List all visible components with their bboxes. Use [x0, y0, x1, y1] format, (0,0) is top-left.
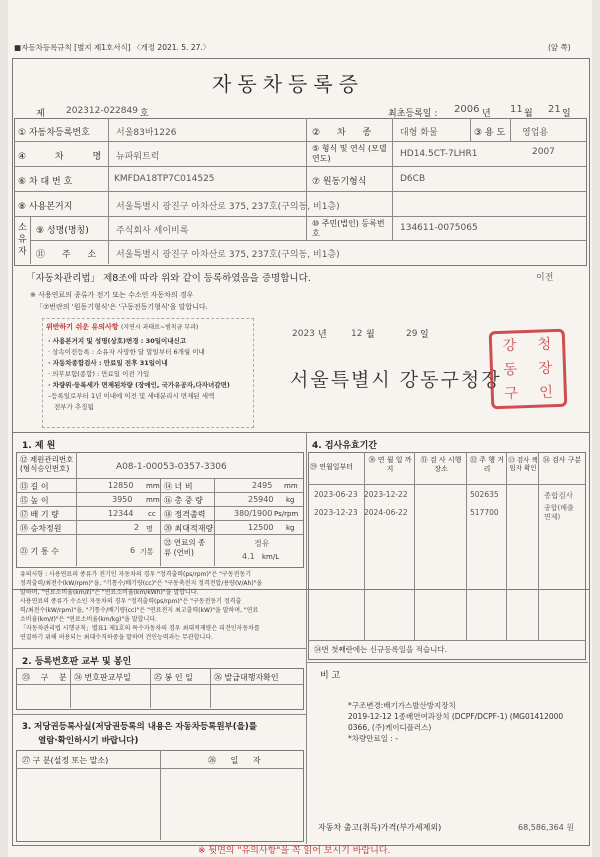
- caution-2: · 상속이전등록 : 소유자 사망한 달 말일부터 6개월 이내: [48, 348, 205, 356]
- plate-col-seal-date: ㉕ 봉 인 일: [154, 673, 193, 682]
- length-value: 12850: [108, 481, 134, 490]
- caution-title-text: 위반하기 쉬운 유의사항: [46, 323, 119, 331]
- vin-label: ⑥ 차 대 번 호: [18, 177, 73, 187]
- max-load-value: 12500: [248, 523, 274, 532]
- height-value: 3950: [112, 495, 133, 504]
- remarks-line-1: *구조변경:배기가스발산방지장치: [348, 701, 456, 710]
- issuing-office: 서울특별시 강동구청장: [290, 369, 502, 391]
- displacement-unit: cc: [148, 510, 156, 518]
- caution-1: · 사용본거지 및 성명(상호)변경 : 30일이내신고: [48, 337, 187, 345]
- width-unit: mm: [284, 482, 298, 490]
- registration-certificate: [8, 0, 592, 857]
- seal-char-2: 동: [503, 361, 518, 379]
- spec-note-3: 말하며, "연료소비율(km/ℓ)"은 "연료소비율(km/kWh)"을 말합니다.: [20, 589, 199, 596]
- max-load-label: ⑳ 최대적재량: [164, 524, 214, 533]
- issue-month-unit: 월: [366, 330, 375, 340]
- rated-output-unit: Ps/rpm: [274, 510, 299, 518]
- usage-label: ③ 용 도: [474, 128, 506, 138]
- certification-statement: 「자동차관리법」 제8조에 따라 위와 같이 등록하였음을 증명합니다.: [26, 273, 311, 284]
- caution-7: 전부가 추징됨: [54, 403, 94, 411]
- document-title: 자동차등록증: [212, 72, 364, 96]
- caution-6: –등록일로부터 1년 이내에 이전 및 세대분리시 면제된 세액: [48, 392, 215, 400]
- remarks-line-4: *차량만료일 : -: [348, 734, 398, 743]
- seating-unit: 명: [146, 525, 153, 533]
- fuel-value: 경유: [254, 539, 270, 548]
- insp-row2-from: 2023-12-23: [314, 508, 358, 517]
- length-unit: mm: [146, 482, 160, 490]
- cylinders-unit: 기통: [140, 548, 154, 556]
- remarks-line-3: 0366, (주)케이디플러스): [348, 723, 432, 732]
- plate-col-issue-date: ㉔ 번호판교부일: [74, 673, 131, 682]
- insp-row1-to: 2023-12-22: [364, 490, 408, 499]
- lien-col-date: ㉘ 일 자: [208, 756, 261, 765]
- insp-col-kind: ㉞ 검사 구분: [542, 456, 582, 464]
- first-reg-day-unit: 일: [562, 109, 571, 119]
- insp-row1-kind: 종합검사: [544, 491, 573, 500]
- insp-col-inspector: ㉝ 검사 책임자 확인: [508, 456, 538, 472]
- gross-weight-unit: kg: [286, 496, 295, 504]
- issue-day-unit: 일: [420, 330, 429, 340]
- owner-address-value: 서울특별시 광진구 아차산로 375, 237호(구의동, 비1층): [116, 250, 340, 260]
- owner-name-label: ⑨ 성명(명칭): [36, 226, 89, 236]
- gross-weight-label: ⑯ 총 중 량: [164, 496, 203, 505]
- seal-char-6: 인: [539, 383, 554, 401]
- cert-no-suffix: 호: [140, 109, 149, 119]
- length-label: ⑬ 길 이: [20, 482, 49, 491]
- official-seal: [489, 329, 568, 410]
- engine-type-label: ⑦ 원동기형식: [312, 177, 367, 187]
- issue-month: 12: [351, 329, 363, 339]
- first-reg-month: 11: [510, 104, 523, 115]
- displacement-value: 12344: [108, 509, 134, 518]
- spec-note-1: 유의사항 : 사용연료의 종류가 전기인 자동차의 경우 "정격출력(ps/rpm)"은 "구동전동기: [20, 571, 251, 578]
- spec-note-5: 력/최전수(kW/rpm)"을, "기통수/배기량(cc)"은 "연료전지 최고출력(kW)"을 말하며, "연료: [20, 607, 259, 614]
- owner-name-value: 주식회사 세이비록: [116, 226, 189, 236]
- seal-char-1: 강: [502, 337, 517, 355]
- regulation-header: ■자동차등록규칙 [별지 제1호서식] 〈개정 2021. 5. 27.〉: [14, 43, 211, 52]
- insp-row2-mileage: 517700: [470, 508, 499, 517]
- issue-day: 29: [406, 329, 418, 339]
- reg-no-label: ① 자동차등록번호: [18, 128, 90, 138]
- footer-notice: ※ 뒷면의 "유의사항"을 꼭 읽어 보시기 바랍니다.: [198, 846, 391, 856]
- insp-note: ㉞번 첫째란에는 신규등록일을 적습니다.: [314, 645, 447, 654]
- spec-note-2: 정격출력/최전수(kW/rpm)"을, "기통수/배기량(cc)"은 "구동축전지 정격전압/용량(V/Ah)"을: [20, 580, 263, 587]
- owner-side-label: 소유자: [18, 223, 27, 257]
- page-side: (앞 쪽): [548, 43, 571, 52]
- engine-type-value: D6CB: [400, 174, 426, 184]
- usage-value: 영업용: [522, 128, 549, 138]
- seal-char-5: 장: [538, 359, 553, 377]
- model-name-label: ④ 차 명: [18, 152, 102, 162]
- issue-year: 2023: [292, 329, 315, 339]
- model-year-value: 2007: [532, 147, 555, 157]
- insp-col-place: ㉛ 검 사 시행장소: [420, 456, 462, 473]
- reg-no-value: 서울83바1226: [116, 128, 177, 138]
- fuel-note-1: ※ 사용연료의 종류가 전기 또는 수소인 자동차의 경우: [30, 291, 194, 299]
- transfer-note: 이전: [536, 273, 554, 283]
- insp-row1-mileage: 502635: [470, 490, 499, 499]
- lien-heading-2: 열람·확인하시기 바랍니다): [38, 736, 139, 746]
- cert-number: 202312-022849: [66, 106, 138, 116]
- fuel-economy-value: 4.1: [242, 552, 255, 561]
- height-unit: mm: [146, 496, 160, 504]
- type-value: HD14.5CT-7LHR1: [400, 149, 478, 159]
- insp-col-from: ㉙ 연월일부터: [310, 463, 354, 471]
- fuel-economy-unit: km/L: [262, 553, 280, 561]
- spec-heading: 1. 제 원: [22, 441, 56, 451]
- vehicle-type-value: 대형 화물: [400, 128, 438, 138]
- displacement-label: ⑰ 배 기 량: [20, 510, 59, 519]
- plate-heading: 2. 등록번호판 교부 및 봉인: [22, 657, 132, 667]
- insp-row1-from: 2023-06-23: [314, 490, 358, 499]
- spec-note-4: 사용연료의 종류가 수소인 자동차의 경우 "정격출력(ps/rpm)"은 "구동전동기 정격출: [20, 598, 242, 605]
- cylinders-value: 6: [130, 546, 136, 555]
- first-reg-label: 최초등록일 :: [388, 109, 438, 119]
- remarks-line-2: 2019-12-12 1종배연여과장치 (DCPF/DCPF-1) (MG01412000: [348, 712, 564, 721]
- caution-title: [46, 322, 198, 332]
- rated-output-label: ⑱ 정격출력: [164, 510, 206, 519]
- first-reg-month-unit: 월: [524, 109, 533, 119]
- base-address-label: ⑧ 사용본거지: [18, 202, 73, 212]
- rated-output-value: 380/1900: [234, 509, 273, 518]
- spec-mgmt-value: A08-1-00053-0357-3306: [116, 462, 227, 472]
- first-reg-year-unit: 년: [482, 109, 491, 119]
- price-value: 68,586,364 원: [518, 823, 575, 832]
- type-year-label: ⑤ 형식 및 연식 (모델연도): [312, 144, 387, 163]
- model-name-value: 뉴파워트럭: [116, 152, 160, 162]
- plate-col-type: ㉓ 구 분: [22, 673, 67, 682]
- max-load-unit: kg: [286, 524, 295, 532]
- seating-value: 2: [134, 523, 140, 532]
- fuel-note-2: 「⑦번란의 '원동기형식'은 '구동전동기형식'을 말합니다.: [36, 303, 208, 311]
- width-label: ⑭ 너 비: [164, 482, 193, 491]
- fuel-label: ㉒ 연료의 종류 (연비): [164, 538, 206, 557]
- height-label: ⑮ 높 이: [20, 496, 49, 505]
- inspection-heading: 4. 검사유효기간: [312, 441, 377, 451]
- owner-address-label: ⑪ 주 소: [36, 250, 97, 260]
- caution-4: · 의무보험(종합) : 만료일 이전 가입: [48, 370, 150, 378]
- first-reg-year: 2006: [454, 104, 480, 115]
- spec-note-7: 「자동차관리법 시행규칙」별표1 제1호의 특수자동차의 경우 최대적재량은 피견인자동차를: [20, 625, 260, 632]
- caution-3: · 자동차종합검사 : 만료일 전후 31일이내: [48, 359, 168, 367]
- cylinders-label: ㉑ 기 통 수: [20, 547, 59, 556]
- gross-weight-value: 25940: [248, 495, 274, 504]
- spec-note-6: 소비율(km/ℓ)"은 "연료소비율(km/kg)"을 말합니다.: [20, 616, 157, 623]
- base-address-value: 서울특별시 광진구 아차산로 375, 237호(구의동, 비1층): [116, 202, 340, 212]
- insp-row2-to: 2024-06-22: [364, 508, 408, 517]
- spec-mgmt-label: ⑫ 제원관리번호 (형식승인번호): [20, 455, 74, 473]
- seating-label: ⑲ 승차정원: [20, 524, 62, 533]
- cert-no-label: 제: [36, 109, 45, 119]
- issue-year-unit: 년: [318, 330, 327, 340]
- owner-id-value: 134611-0075065: [400, 223, 478, 233]
- first-reg-day: 21: [548, 104, 561, 115]
- insp-row2-kind: 종합(배출 면제): [544, 504, 574, 521]
- vehicle-type-label: ② 차 종: [312, 128, 372, 138]
- vin-value: KMFDA18TP7C014525: [114, 174, 215, 184]
- lien-heading-1: 3. 저당권등록사실(저당권등록의 내용은 자동차등록원부(을)를: [22, 722, 257, 732]
- remarks-title: 비 고: [320, 671, 341, 681]
- width-value: 2495: [252, 481, 273, 490]
- lien-col-type: ㉗ 구 분(설정 또는 말소): [22, 756, 109, 765]
- price-label: 자동차 출고(취득)가격(부가세제외): [318, 823, 442, 832]
- insp-col-to: ㉚ 연 월 일 까 지: [368, 456, 412, 473]
- owner-id-label: ⑩ 주민(법인) 등록번호: [312, 219, 385, 238]
- spec-note-8: 연결하기 위해 허용되는 최대수직하중을 말하며 견인능력과는 무관합니다.: [20, 634, 214, 641]
- seal-char-4: 청: [537, 335, 552, 353]
- caution-5: · 차량위·등록세가 면제된차량 (장애인, 국가유공자,다자녀감면): [48, 381, 230, 389]
- insp-col-mileage: ㉜ 주 행 거 리: [470, 456, 504, 473]
- plate-col-agent: ㉖ 발급대행자확인: [214, 673, 279, 682]
- caution-subtitle: (지연시 과태료~범칙금 부과): [120, 324, 199, 331]
- seal-char-3: 구: [504, 385, 519, 403]
